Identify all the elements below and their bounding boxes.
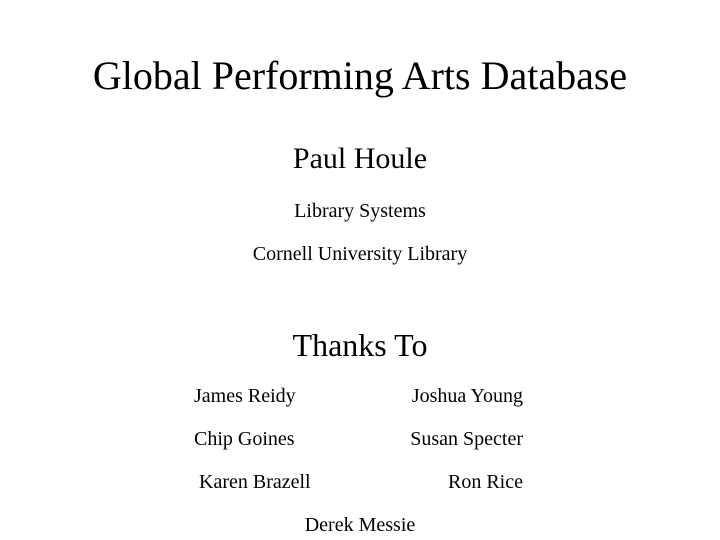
- thanks-name-final: Derek Messie: [304, 514, 416, 536]
- thanks-name-left: James Reidy: [194, 385, 296, 407]
- thanks-name-right: Susan Specter: [410, 428, 523, 450]
- author-department: Library Systems: [294, 200, 426, 222]
- thanks-name-right: Ron Rice: [448, 471, 523, 493]
- thanks-name-right: Joshua Young: [411, 385, 523, 407]
- thanks-heading: Thanks To: [292, 327, 428, 363]
- thanks-name-left: Chip Goines: [194, 428, 295, 450]
- author-institution: Cornell University Library: [252, 243, 468, 265]
- thanks-name-left: Karen Brazell: [199, 471, 311, 493]
- slide-title: Global Performing Arts Database: [92, 53, 628, 98]
- author-name: Paul Houle: [292, 142, 428, 175]
